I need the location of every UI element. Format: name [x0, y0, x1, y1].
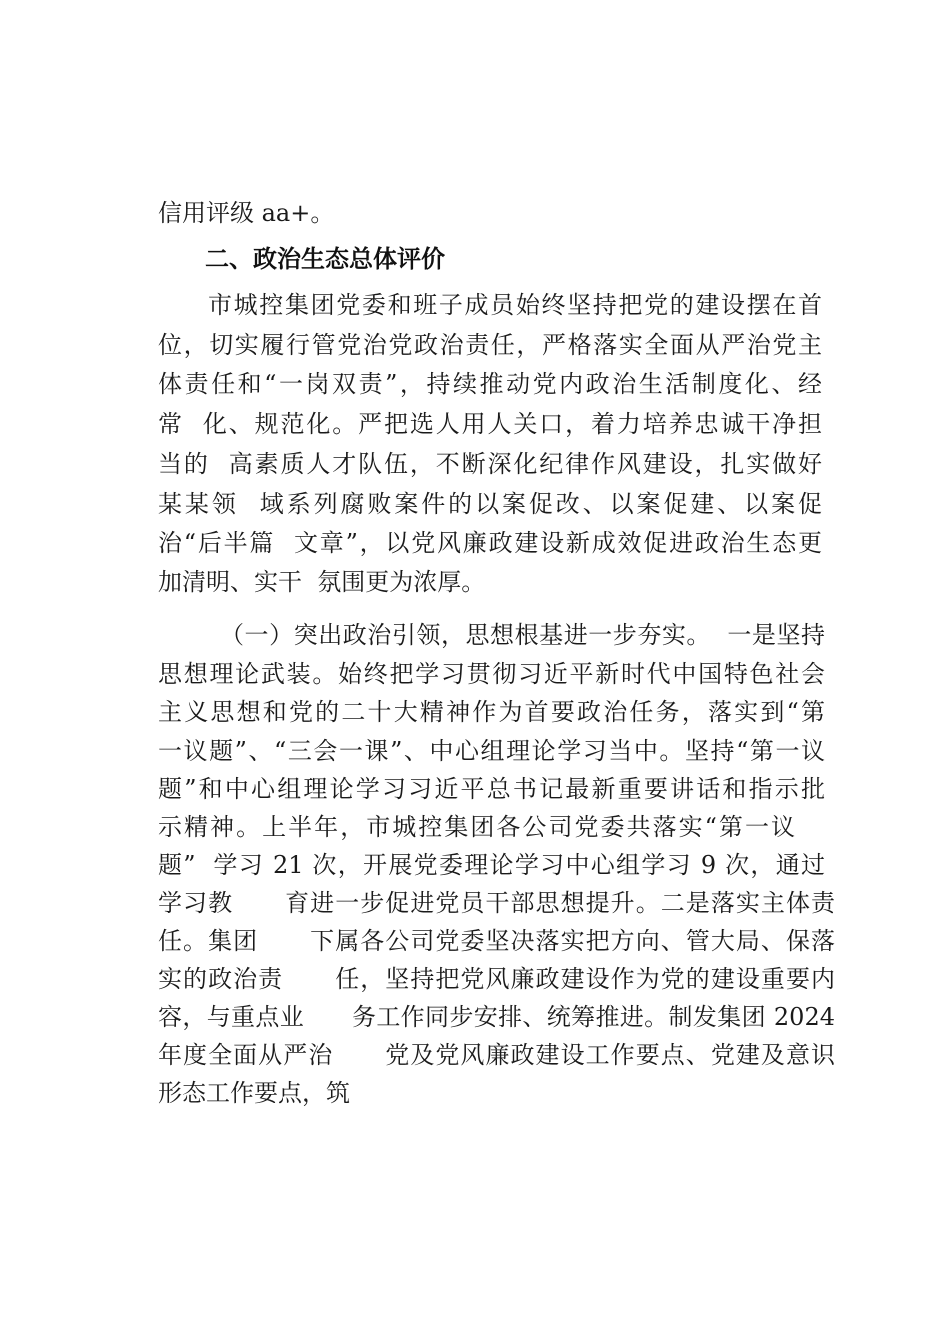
paragraph-line: 思想理论武装。始终把学习贯彻习近平新时代中国特色社会: [158, 660, 825, 688]
paragraph-line: 治“后半篇 文章”，以党风廉政建设新成效促进政治生态更: [158, 529, 822, 557]
paragraph-line: 题” 学习 21 次，开展党委理论学习中心组学习 9 次，通过: [158, 851, 825, 879]
paragraph-line: 示精神。上半年，市城控集团各公司党委共落实“第一议: [158, 813, 795, 841]
paragraph-line: 某某领 域系列腐败案件的以案促改、以案促建、以案促: [158, 490, 822, 518]
intro-line: 信用评级 aa+。: [158, 199, 335, 227]
paragraph-line: 学习教 育进一步促进党员干部思想提升。二是落实主体责: [158, 889, 835, 917]
paragraph-line: 任。集团 下属各公司党委坚决落实把方向、管大局、保落: [158, 927, 835, 955]
paragraph-line: 年度全面从严治 党及党风廉政建设工作要点、党建及意识: [158, 1041, 835, 1069]
paragraph-line: 主义思想和党的二十大精神作为首要政治任务，落实到“第: [158, 698, 825, 726]
paragraph-line: 体责任和“一岗双责”，持续推动党内政治生活制度化、经: [158, 370, 822, 398]
paragraph-line: 容，与重点业 务工作同步安排、统筹推进。制发集团 2024: [158, 1003, 835, 1031]
paragraph-line: 形态工作要点，筑: [158, 1079, 350, 1107]
paragraph-line: 题”和中心组理论学习习近平总书记最新重要讲话和指示批: [158, 775, 825, 803]
paragraph-line: 加清明、实干 氛围更为浓厚。: [158, 568, 486, 596]
paragraph-line: 实的政治责 任，坚持把党风廉政建设作为党的建设重要内: [158, 965, 835, 993]
paragraph-line: 常 化、规范化。严把选人用人关口，着力培养忠诚干净担: [158, 410, 822, 438]
paragraph-line: （一）突出政治引领，思想根基进一步夯实。 一是坚持: [220, 621, 825, 649]
paragraph-line: 当的 高素质人才队伍，不断深化纪律作风建设，扎实做好: [158, 450, 822, 478]
paragraph-line: 市城控集团党委和班子成员始终坚持把党的建设摆在首: [208, 291, 822, 319]
paragraph-line: 一议题”、“三会一课”、中心组理论学习当中。坚持“第一议: [158, 737, 825, 765]
section-heading: 二、政治生态总体评价: [205, 245, 445, 273]
paragraph-line: 位，切实履行管党治党政治责任，严格落实全面从严治党主: [158, 331, 822, 359]
